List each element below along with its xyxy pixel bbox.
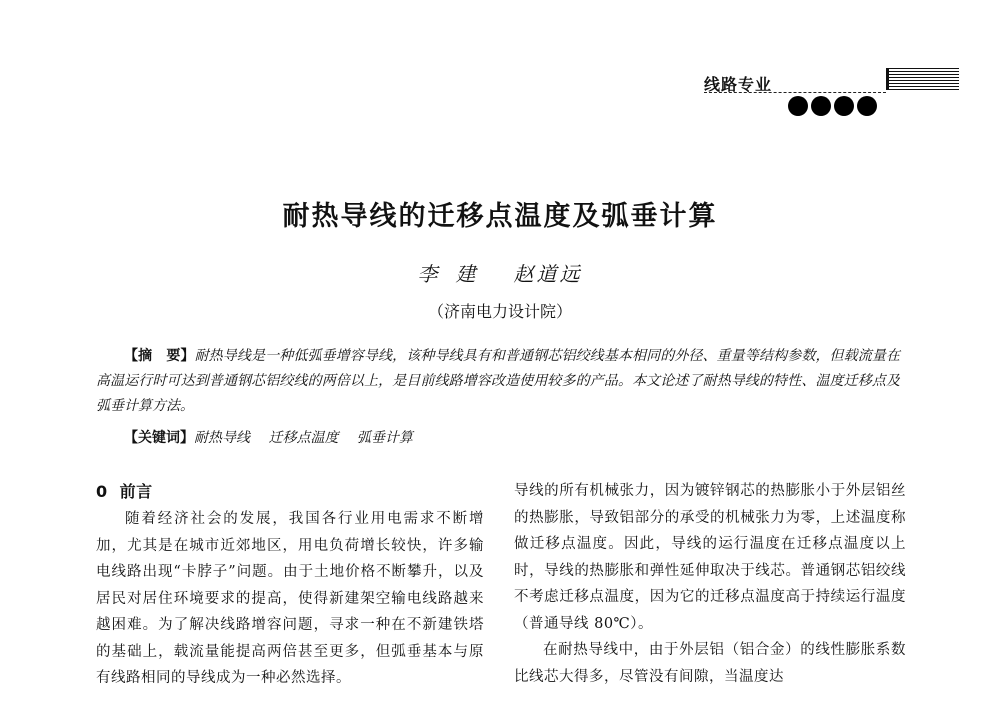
section-number: 0: [96, 482, 108, 501]
section-label: 线路专业: [704, 75, 773, 94]
dot-icon: [811, 96, 831, 116]
right-column: [514, 478, 906, 690]
header-dashed-rule: [704, 92, 886, 93]
paper-title: 耐热导线的迁移点温度及弧垂计算: [282, 201, 718, 232]
header-dots: [788, 96, 877, 116]
section-heading: [96, 478, 484, 506]
abstract: [96, 344, 900, 419]
author-first: 李建: [417, 262, 494, 286]
keywords-text: 耐热导线 迁移点温度 弧垂计算: [194, 430, 413, 446]
author-second: 赵道远: [513, 262, 583, 286]
author-line: [0, 258, 1000, 287]
body-paragraph: 在耐热导线中，由于外层铝（铝合金）的线性膨胀系数比线芯大得多，尽管没有间隙，当温度达: [514, 642, 906, 685]
abstract-text: 耐热导线是一种低弧垂增容导线，该种导线具有和普通钢芯铝绞线基本相同的外径、重量等结构参数，但载流量在高温运行时可达到普通钢芯铝绞线的两倍以上，是目前线路增容改造使用较多的产品。本文论述了耐热导线的特性、温度迁移点及弧垂计算方法。: [96, 348, 901, 414]
body-paragraph: 随着经济社会的发展，我国各行业用电需求不断增加，尤其是在城市近郊地区，用电负荷增长较快，许多输电线路出现“卡脖子”问题。由于土地价格不断攀升，以及居民对居住环境要求的提高，使得新建架空输电线路越来越困难。为了解决线路增容问题，寻求一种在不新建铁塔的基础上，载流量能提高两倍甚至更多，但弧垂基本与原有线路相同的导线成为一种必然选择。: [96, 511, 484, 686]
section-title: 前言: [119, 482, 153, 501]
keywords-label: 【关键词】: [124, 430, 194, 446]
keywords: [124, 427, 413, 447]
affiliation: （济南电力设计院）: [427, 302, 572, 321]
dot-icon: [834, 96, 854, 116]
header-striped-block: [886, 68, 959, 90]
abstract-label: 【摘 要】: [124, 348, 195, 364]
body-paragraph: 导线的所有机械张力，因为镀锌钢芯的热膨胀小于外层铝丝的热膨胀，导致铝部分的承受的机械张力为零，上述温度称做迁移点温度。因此，导线的运行温度在迁移点温度以上时，导线的热膨胀和弹性延伸取决于线芯。普通钢芯铝绞线不考虑迁移点温度，因为它的迁移点温度高于持续运行温度（普通导线 80℃）。: [514, 483, 906, 632]
dot-icon: [788, 96, 808, 116]
left-column: [96, 478, 484, 692]
dot-icon: [857, 96, 877, 116]
